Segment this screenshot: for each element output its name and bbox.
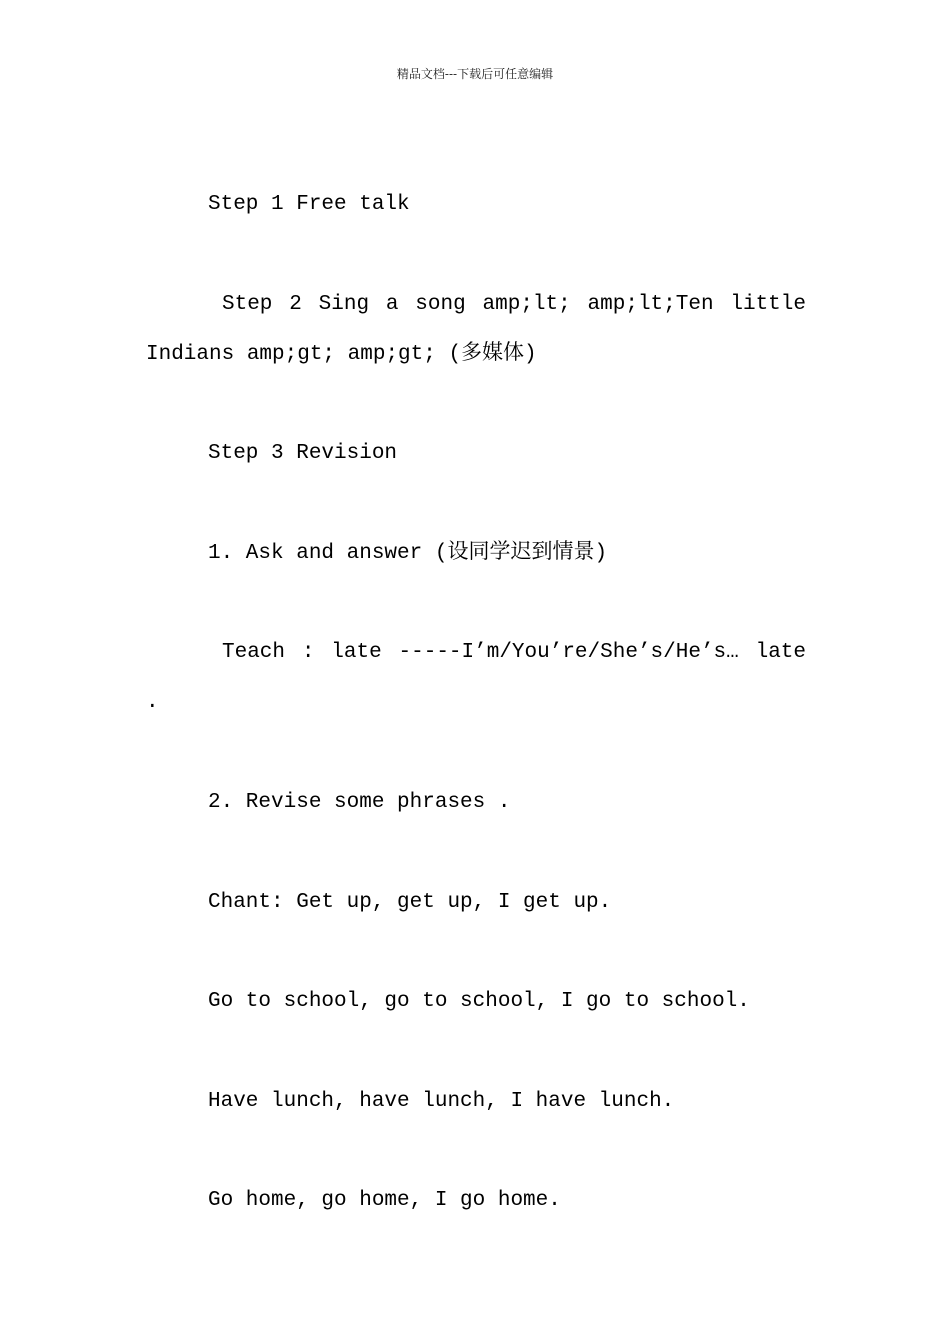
paragraph-revise-phrases: 2. Revise some phrases .	[208, 790, 511, 814]
paragraph-step-2: Step 2 Sing a song amp;lt; amp;lt;Ten little Indians amp;gt; amp;gt; (多媒体)	[146, 292, 806, 366]
paragraph-step-3: Step 3 Revision	[208, 442, 398, 466]
paragraph-step-1: Step 1 Free talk	[208, 193, 410, 216]
paragraph-ask-answer: 1. Ask and answer (设同学迟到情景)	[208, 541, 608, 565]
page-header: 精品文档---下载后可任意编辑	[396, 67, 554, 81]
paragraph-chant-get-up: Chant: Get up, get up, I get up.	[208, 890, 612, 914]
paragraph-teach-late: Teach : late -----I’m/You’re/She’s/He’s… late .	[146, 641, 806, 715]
paragraph-go-to-school: Go to school, go to school, I go to school.	[208, 990, 750, 1014]
paragraph-go-home: Go home, go home, I go home.	[208, 1189, 561, 1213]
paragraph-have-lunch: Have lunch, have lunch, I have lunch.	[208, 1089, 675, 1113]
document-body	[146, 180, 806, 1276]
